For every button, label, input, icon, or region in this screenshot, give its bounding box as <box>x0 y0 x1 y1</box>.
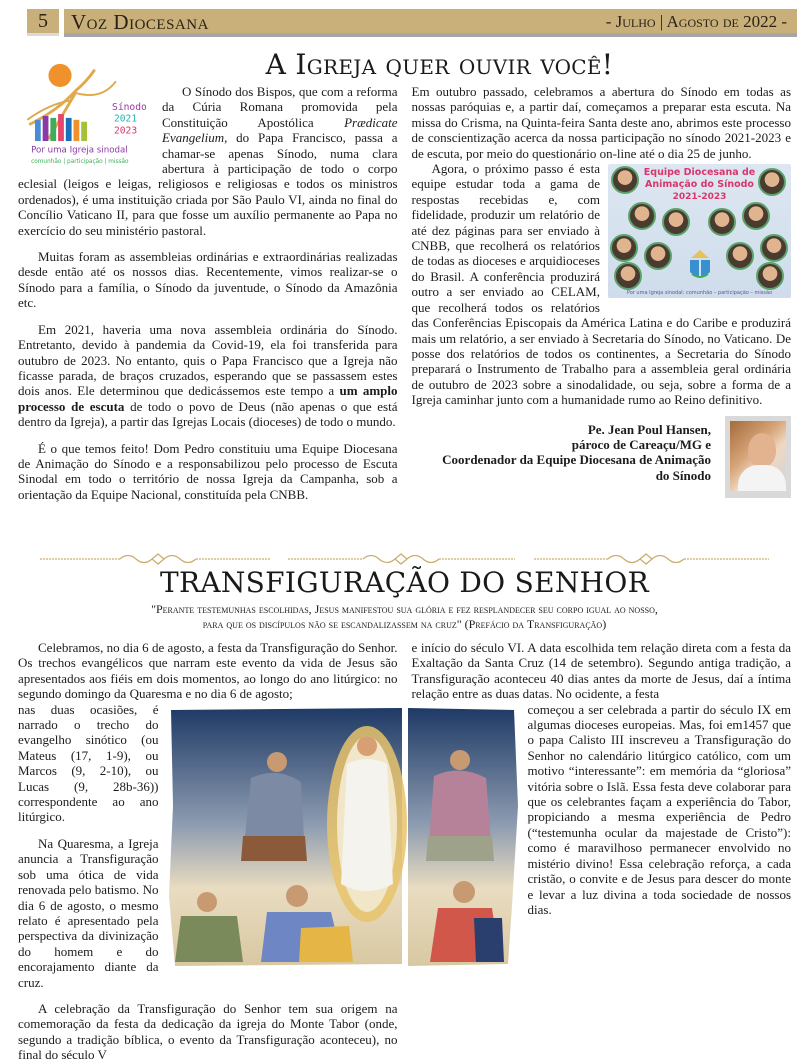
author-photo <box>730 421 786 491</box>
article1-col2 <box>412 84 792 502</box>
article1-col1 <box>18 84 398 502</box>
paragraph: Muitas foram as assembleias ordinárias e extraordinárias realizadas desde então até os nossos dias. Recentemente, vimos realizar-se o Sínodo para a família, o Sínodo da juventude, o Sínodo da Amazônia etc. <box>18 249 398 311</box>
author-role: pároco de Careaçu/MG e <box>571 436 711 452</box>
elijah-head <box>450 750 470 770</box>
transfiguration-painting-right <box>408 706 520 968</box>
apostle-robe <box>175 916 243 962</box>
christ-head <box>357 736 377 756</box>
synod-logo-subtagline: comunhão | participação | missão <box>31 159 129 166</box>
elijah-cloak <box>426 836 494 861</box>
paragraph: A celebração da Transfiguração do Senhor tem sua origem na comemoração da festa da dedicação da igreja do Monte Tabor (onde, segundo a tradição bíblica, o evento da Transfiguração aconteceu), no final do século V <box>18 1000 398 1063</box>
paragraph: Na Quaresma, a Igreja anuncia a Transfiguração sob uma ótica de vida renovada pelo batismo. No dia 6 de agosto, o mesmo relato é apresentado pela perspectiva da divinização do homem e do encorajamento diante da cruz. <box>18 835 159 990</box>
page-number-underline <box>27 33 59 36</box>
paragraph: Celebramos, no dia 6 de agosto, a festa da Transfiguração do Senhor. Os trechos evangélicos que narram este evento da vida de Jesus são apresentados aos fiéis em dois momentos, ao longo do ano litúrgico: no segundo domingo da Quaresma e no dia 6 de agosto; <box>18 640 398 702</box>
paragraph: e início do século VI. A data escolhida tem relação direta com a festa da Exaltação da Santa Cruz (14 de setembro). Segundo antiga tradição, a Transfiguração aconteceu 40 dias antes da morte de Jesus, daí a íntima relação entre as duas datas. No ocidente, a festa <box>411 640 791 702</box>
text-run: O Sínodo dos Bispos, que com a reforma da Cúria Romana promovida pela Constituição Apostólica <box>162 84 398 130</box>
article1-columns <box>18 84 791 502</box>
synod-team-image <box>608 164 791 298</box>
article2-col1 <box>18 640 398 1063</box>
team-image-title: Equipe Diocesana de Animação do Sínodo <box>643 167 756 191</box>
synod-logo-people <box>35 114 87 141</box>
author-photo-body <box>738 465 786 491</box>
article2-subtitle <box>18 602 791 632</box>
author-portrait <box>725 416 791 498</box>
diocese-crest-icon <box>687 248 713 282</box>
moses-head <box>267 752 287 772</box>
team-member-photo <box>644 242 672 270</box>
team-member-photo <box>614 262 642 290</box>
paragraph: começou a ser celebrada a partir do século IX em algumas dioceses europeias. Mas, foi em1457 que o papa Calisto III inscreveu a Transfiguração do Senhor no calendário litúrgico católico, com um motivo “interessante”: em memória da “gloriosa” vitória sobre o Islã. Essa festa deve colaborar para que os celebrantes façam a experiência do Tabor, propiciando a mesma experiência de Pedro (“testemunha ocular da majestade de Cristo”): como é maravilhoso permanecer envolvido no mistério divino! Essa celebração reforça, a cada cristão, o convite e de Jesus para descer do monte e levar a luz divina a toda sociedade de nossos dias. <box>527 701 791 917</box>
apostle-head <box>197 892 217 912</box>
team-member-photo <box>760 234 788 262</box>
team-member-photo <box>662 208 690 236</box>
synod-logo-word: Sínodo <box>112 102 147 114</box>
article2 <box>18 566 791 1063</box>
italic-title: Prædicate Evangelium <box>162 114 398 146</box>
text-run: Em 2021, haveria uma nova assembleia ordinária do Sínodo. Entretanto, devido à pandemia da Covid-19, ela foi transferida para outubro de 2023. No entanto, quis o Papa Francisco que a Igreja não ficasse parada, de braços cruzados, esperando que se passassem estes dois anos. Ele determinou que dedicássemos este tempo a <box>18 321 398 399</box>
apostle-head <box>286 885 308 907</box>
paragraph: Em outubro passado, celebramos a abertura do Sínodo em todas as nossas paróquias e, a partir daí, começamos a preparar esta escuta. Na missa do Crisma, na Quinta-feira Santa deste ano, abrimos este processo de conscientização acerca da nossa participação no sínodo 2021-2023 e de escuta, por meio do questionário on-line até o dia 25 de junho. <box>411 84 791 161</box>
article2-col2 <box>412 640 792 1063</box>
subtitle-line: para que os discípulos não se escandalizassem na cruz" (Prefácio da Transfiguração) <box>202 617 607 631</box>
bold-text: um amplo processo de escuta <box>18 383 398 414</box>
text-run: de todo o povo de Deus (não apenas o que está dentro da Igreja), a partir das Igrejas Locais (dioceses) de todo o mundo. <box>18 398 398 430</box>
subtitle-line: "Perante testemunhas escolhidas, Jesus manifestou sua glória e fez resplandecer seu corpo igual ao nosso, <box>151 602 658 616</box>
author-name: Pe. Jean Poul Hansen, <box>587 421 711 437</box>
author-signature <box>442 416 711 484</box>
team-image-years: 2021-2023 <box>672 192 727 203</box>
paragraph: nas duas ocasiões, é narrado o trecho do evangelho sinótico (ou Mateus (17, 1-9), ou Marcos (9, 2-10), ou Lucas (9, 28b-36)) correspondente ao ano litúrgico. <box>18 701 159 825</box>
team-member-photo <box>742 202 770 230</box>
team-member-photo <box>611 166 639 194</box>
synod-logo-sun <box>48 64 71 87</box>
author-role: Coordenador da Equipe Diocesana de Animação <box>442 452 711 468</box>
apostle-cloak <box>474 918 504 962</box>
synod-logo <box>18 62 156 168</box>
page-header <box>27 9 797 36</box>
author-role: do Sínodo <box>655 467 711 483</box>
text-run: , do Papa Francisco, passa a chamar-se apenas Sínodo, numa clara abertura à participação de todo o corpo eclesial (leigos e leigas, religiosos e <box>18 130 398 192</box>
synod-logo-year1: 2021 <box>113 113 138 125</box>
publication-title: Voz Diocesana <box>71 10 209 34</box>
text-run: Agora, o próximo passo é esta equipe estudar toda a gama de respostas recebidas e, com fidelidade, produzir um relatório de até dez páginas para ser enviado à CNBB, que recolherá os relatórios de todas as dioceses e arquidioceses do Brasil. A conferência <box>411 161 600 284</box>
author-photo-head <box>748 433 776 467</box>
team-image-footer: Por uma Igreja sinodal: comunhão – participação – missão <box>626 290 773 297</box>
apostle-cloak <box>299 926 353 962</box>
article1-title: A Igreja quer ouvir você! <box>265 48 614 81</box>
team-member-photo <box>628 202 656 230</box>
team-member-photo <box>610 234 638 262</box>
team-member-photo <box>758 168 786 196</box>
article1 <box>18 48 791 502</box>
ornamental-divider <box>40 552 769 566</box>
synod-logo-tagline: Por uma Igreja sinodal <box>31 145 128 156</box>
team-member-photo <box>708 208 736 236</box>
moses-cloak <box>241 836 307 861</box>
issue-date: - Julho | Agosto de 2022 - <box>605 12 787 31</box>
apostle-head <box>453 881 475 903</box>
transfiguration-painting <box>167 706 402 968</box>
christ-robe <box>341 759 393 891</box>
text-run: religiosas e todos os ministros ordenados), é uma instituição criada por São Paulo VI, ainda no final do Concílio Vaticano II, para que fosse um auxílio permanente ao Papa no exercício do seu ministério pastoral. <box>18 176 398 238</box>
team-member-photo <box>726 242 754 270</box>
article2-columns <box>18 640 791 1063</box>
page-number: 5 <box>27 9 59 33</box>
text-run: produzirá outro a ser enviado ao CELAM, que recolherá todos os relatórios das Conferências Episcopais da América Latina e do Caribe e produzirá mais um relatório, a ser enviado à Secretaria do Sínodo, no Vaticano. De posse dos relatórios de todos os continentes, a Secretaria do Sínodo preparará o Instrumento de Trabalho para a assembleia geral ordinária de outubro de 2023 sobre a sinodalidade, ou seja, sobre a forma de a Igreja caminhar junto com a humanidade rumo ao Reino definitivo. <box>411 268 791 408</box>
author-signature-row <box>412 416 792 498</box>
synod-logo-year2: 2023 <box>113 125 138 137</box>
team-member-photo <box>756 262 784 290</box>
paragraph <box>18 322 398 430</box>
article2-title: TRANSFIGURAÇÃO DO SENHOR <box>160 566 649 599</box>
paragraph: É o que temos feito! Dom Pedro constituiu uma Equipe Diocesana de Animação do Sínodo e a responsabilizou pelo processo de Escuta Sinodal em todo o território de nossa Igreja da Campanha, sob a orientação da Equipe Nacional, constituída pela CNBB. <box>18 440 398 502</box>
